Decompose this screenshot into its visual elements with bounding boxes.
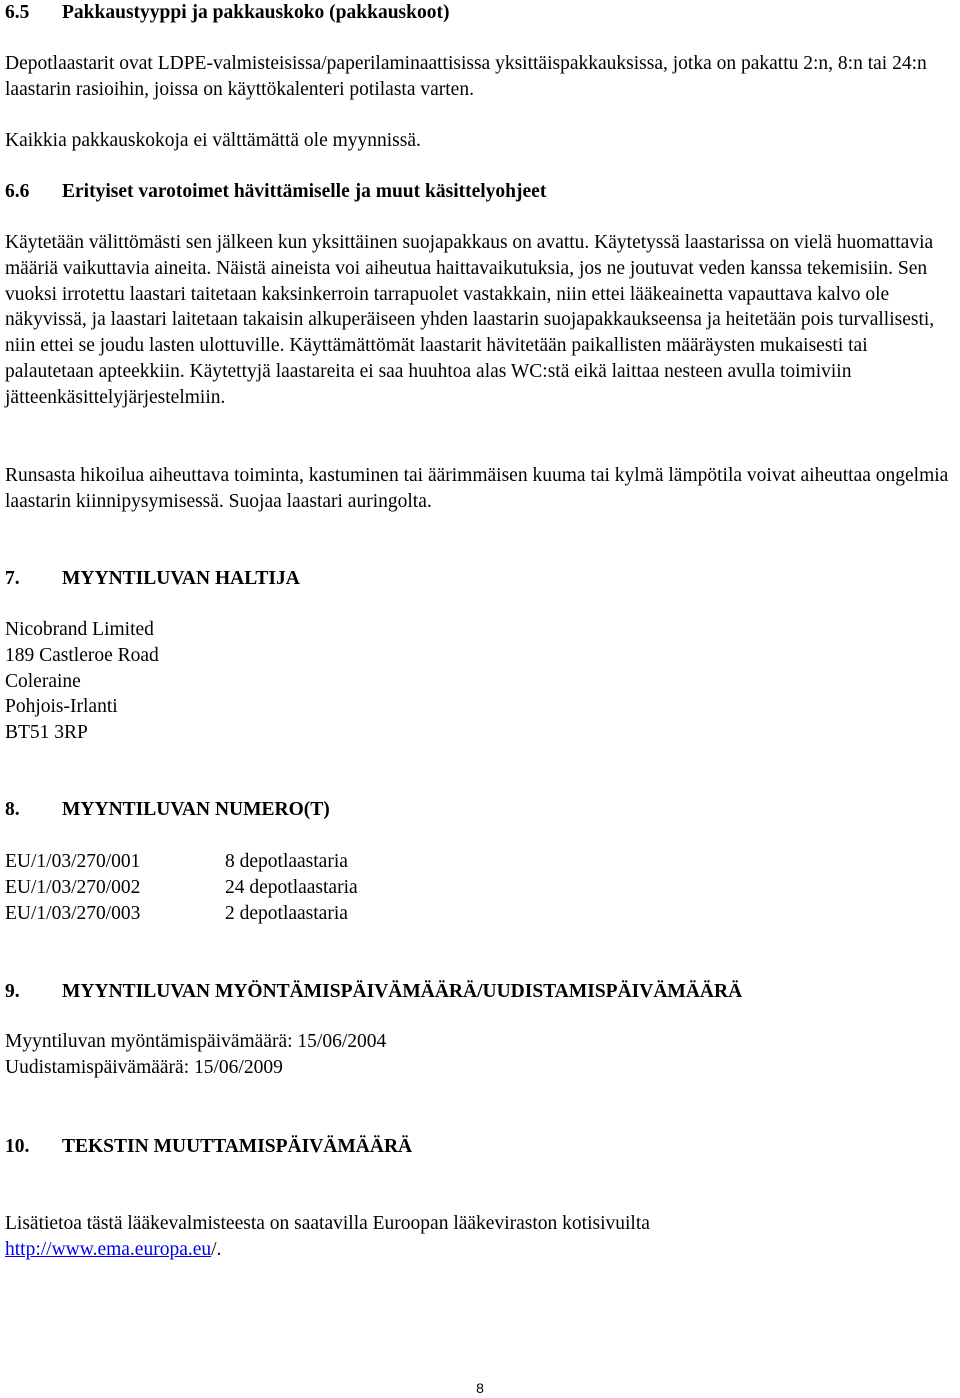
section-6-5-heading (5, 0, 957, 26)
renewal-date: Uudistamispäivämäärä: 15/06/2009 (5, 1056, 283, 1078)
section-title: MYYNTILUVAN HALTIJA (62, 568, 300, 589)
authorisation-code: EU/1/03/270/001 (5, 851, 141, 872)
authorisation-code: EU/1/03/270/003 (5, 902, 141, 924)
info-link-line (5, 1237, 957, 1263)
address-line: BT51 3RP (5, 722, 88, 744)
link-suffix: /. (211, 1238, 222, 1260)
address-line: Coleraine (5, 670, 81, 692)
section-number: 6.6 (5, 181, 30, 202)
section-title: MYYNTILUVAN NUMERO(T) (62, 799, 330, 820)
section-number: 8. (5, 799, 20, 820)
authorisation-row (5, 875, 957, 901)
address-line: Pohjois-Irlanti (5, 696, 118, 718)
page-number: 8 (476, 1380, 484, 1396)
authorisation-description: 8 depotlaastaria (225, 851, 348, 872)
section-6-6-paragraph-2: Runsasta hikoilua aiheuttava toiminta, kastuminen tai äärimmäisen kuuma tai kylmä lämpötila voivat aiheuttaa ongelmia laastarin kiinnipysymisessä. Suojaa laastari auringolta. (5, 465, 949, 512)
section-title: MYYNTILUVAN MYÖNTÄMISPÄIVÄMÄÄRÄ/UUDISTAMISPÄIVÄMÄÄRÄ (62, 981, 743, 1002)
address-line: Nicobrand Limited (5, 619, 154, 640)
authorisation-number-list (5, 849, 957, 926)
section-number: 9. (5, 981, 20, 1002)
section-9-heading (5, 979, 957, 1005)
section-title: Erityiset varotoimet hävittämiselle ja muut käsittelyohjeet (62, 181, 547, 202)
ema-website-link[interactable]: http://www.ema.europa.eu (5, 1238, 212, 1260)
section-10-heading (5, 1134, 957, 1160)
first-authorisation-date: Myyntiluvan myöntämispäivämäärä: 15/06/2004 (5, 1031, 387, 1052)
section-6-6-heading (5, 179, 957, 205)
section-number: 7. (5, 568, 20, 589)
section-6-5-paragraph-1: Depotlaastarit ovat LDPE-valmisteisissa/paperilaminaattisissa yksittäispakkauksissa, jotka on pakattu 2:n, 8:n tai 24:n laastarin rasioihin, joissa on käyttökalenteri potilasta varten. (5, 53, 927, 100)
section-7-heading (5, 566, 957, 592)
authorisation-row (5, 849, 957, 875)
authorisation-description: 24 depotlaastaria (225, 876, 358, 898)
info-text: Lisätietoa tästä lääkevalmisteesta on saatavilla Euroopan lääkeviraston kotisivuilta (5, 1213, 650, 1234)
section-6-6-paragraph-1: Käytetään välittömästi sen jälkeen kun yksittäinen suojapakkaus on avattu. Käytetyssä laastarissa on vielä huomattavia määriä vaikuttavia aineita. Näistä aineista voi aiheutua haittavaikutuksia, jos ne joutuvat veden kanssa tekemisiin. Sen vuoksi irrotettu laastari taitetaan kaksinkerroin tarrapuolet vastakkain, niin ettei lääkeainetta vapauttava kalvo ole näkyvissä, ja laastari laitetaan takaisin alkuperäiseen yhden laastarin suojapakkaukseensa ja heitetään pois turvallisesti, niin ettei se joudu lasten ulottuville. Käyttämättömät laastarit hävitetään paikallisten määräysten mukaisesti tai palautetaan apteekkiin. Käytettyjä laastareita ei saa huuhtoa alas WC:stä eikä laittaa nesteen avulla toimiviin jätteenkäsittelyjärjestelmiin. (5, 232, 935, 408)
section-title: Pakkaustyyppi ja pakkauskoko (pakkauskoot) (62, 2, 450, 23)
section-6-5-paragraph-2: Kaikkia pakkauskokoja ei välttämättä ole myynnissä. (5, 130, 421, 151)
section-number: 10. (5, 1136, 30, 1157)
authorisation-description: 2 depotlaastaria (225, 902, 348, 924)
dates-block (5, 1029, 957, 1081)
section-8-heading (5, 797, 957, 823)
address-line: 189 Castleroe Road (5, 644, 159, 666)
authorisation-code: EU/1/03/270/002 (5, 876, 141, 898)
section-10-text (5, 1211, 957, 1263)
section-number: 6.5 (5, 2, 30, 23)
authorisation-row (5, 901, 957, 927)
section-title: TEKSTIN MUUTTAMISPÄIVÄMÄÄRÄ (62, 1136, 413, 1157)
holder-address (5, 617, 957, 746)
